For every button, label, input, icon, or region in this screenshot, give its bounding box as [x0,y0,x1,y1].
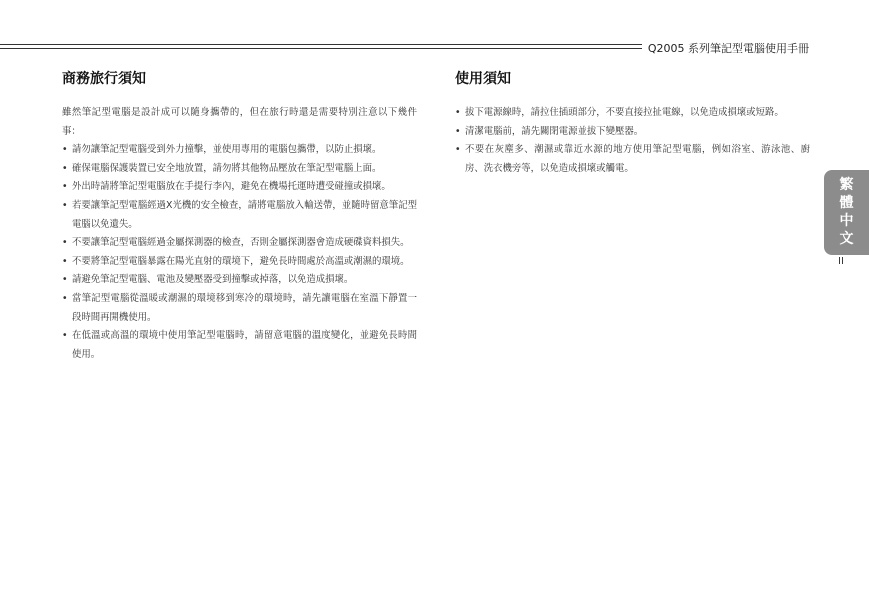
list-item: • 請勿讓筆記型電腦受到外力撞擊，並使用專用的電腦包攜帶，以防止損壞。 [62,141,417,160]
header-rule-top [0,44,642,45]
right-section-title: 使用須知 [455,71,511,87]
page-number: II [838,256,844,267]
list-item: • 在低溫或高溫的環境中使用筆記型電腦時，請留意電腦的溫度變化，並避免長時間使用。 [62,327,417,364]
language-tab-char: 體 [839,195,854,211]
right-column [455,68,810,178]
list-item: • 確保電腦保護裝置已安全地放置，請勿將其他物品壓放在筆記型電腦上面。 [62,160,417,179]
list-item: • 拔下電源線時，請拉住插頭部分，不要直接拉扯電線，以免造成損壞或短路。 [455,104,810,123]
language-tab-char: 中 [839,213,854,229]
language-tab-char: 文 [839,231,854,247]
header-title: Q2005 系列筆記型電腦使用手冊 [647,42,809,55]
list-item: • 不要在灰塵多、潮濕或靠近水源的地方使用筆記型電腦，例如浴室、游泳池、廚房、洗衣機旁等，以免造成損壞或觸電。 [455,141,810,178]
header-rule-bottom [0,48,642,49]
list-item: • 若要讓筆記型電腦經過X光機的安全檢查，請將電腦放入輸送帶，並隨時留意筆記型電腦以免遺失。 [62,197,417,234]
left-intro-paragraph: 雖然筆記型電腦是設計成可以隨身攜帶的，但在旅行時還是需要特別注意以下幾件事： [62,107,417,137]
list-item: • 外出時請將筆記型電腦放在手提行李內，避免在機場托運時遭受碰撞或損壞。 [62,178,417,197]
list-item: • 當筆記型電腦從溫暖或潮濕的環境移到寒冷的環境時，請先讓電腦在室溫下靜置一段時間再開機使用。 [62,290,417,327]
language-tab-char: 繁 [839,177,854,193]
left-bullet-list [62,141,417,364]
list-item: • 不要將筆記型電腦暴露在陽光直射的環境下，避免長時間處於高溫或潮濕的環境。 [62,253,417,272]
list-item: • 不要讓筆記型電腦經過金屬探測器的檢查，否則金屬探測器會造成硬碟資料損失。 [62,234,417,253]
left-section-title: 商務旅行須知 [62,71,146,87]
list-item: • 清潔電腦前，請先關閉電源並拔下變壓器。 [455,123,810,142]
list-item: • 請避免筆記型電腦、電池及變壓器受到撞擊或掉落，以免造成損壞。 [62,271,417,290]
language-tab [824,170,869,255]
left-column [62,68,417,364]
right-bullet-list [455,104,810,178]
